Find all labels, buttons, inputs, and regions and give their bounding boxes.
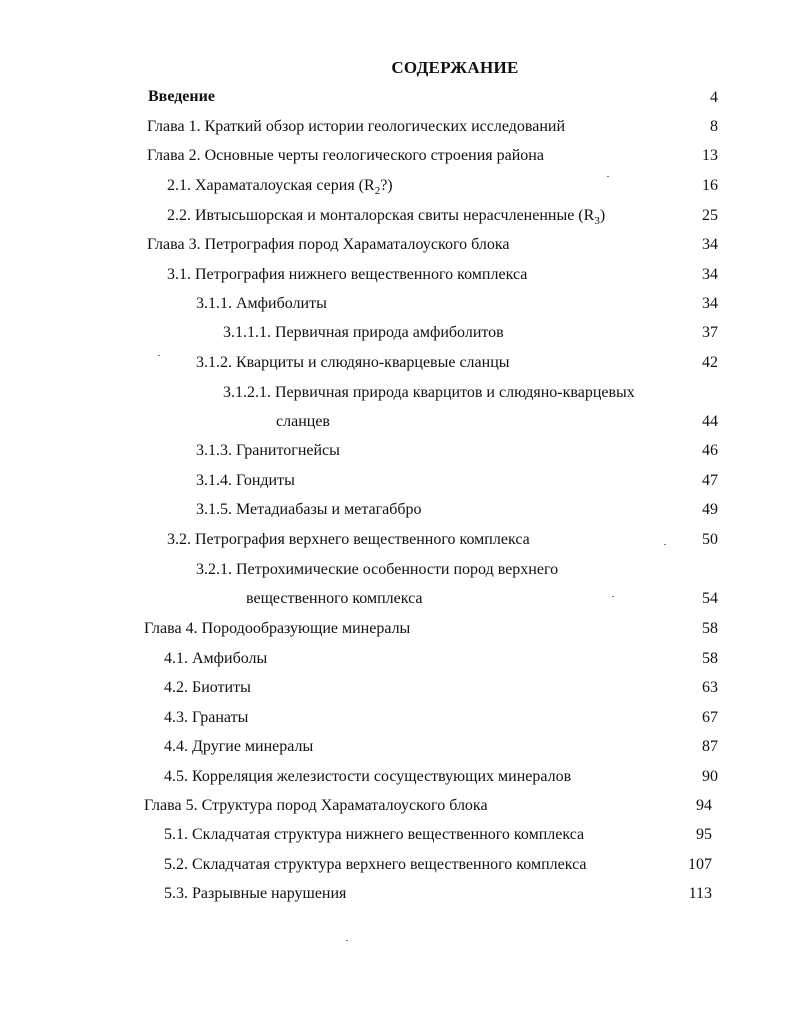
- toc-page-number: 47: [702, 472, 718, 489]
- toc-entry-chapter-3: Глава 3. Петрография пород Хараматалоуского блока: [147, 236, 510, 253]
- toc-entry-section-4-4: 4.4. Другие минералы: [164, 738, 314, 755]
- toc-entry-introduction: Введение: [148, 88, 215, 105]
- toc-entry-continuation: вещественного комплекса: [246, 590, 423, 607]
- toc-entry-section-5-2: 5.2. Складчатая структура верхнего вещественного комплекса: [164, 856, 587, 873]
- toc-entry-section-3-1-2-1: 3.1.2.1. Первичная природа кварцитов и слюдяно-кварцевых: [223, 384, 635, 401]
- toc-entry-section-2-1: 2.1. Хараматалоуская серия $(R_2?)$: [167, 177, 393, 198]
- toc-page-number: 67: [702, 709, 718, 726]
- toc-entry-section-3-1-5: 3.1.5. Метадиабазы и метагаббро: [196, 501, 422, 518]
- toc-page-number: 49: [702, 501, 718, 518]
- toc-page-number: 90: [702, 768, 718, 785]
- toc-entry-section-4-3: 4.3. Гранаты: [164, 709, 249, 726]
- toc-entry-section-5-1: 5.1. Складчатая структура нижнего вещественного комплекса: [164, 826, 585, 843]
- toc-page-number: 4: [710, 89, 718, 106]
- toc-entry-continuation: сланцев: [276, 413, 330, 430]
- toc-entry-chapter-5: Глава 5. Структура пород Хараматалоуского блока: [144, 797, 488, 814]
- toc-page-number: 37: [702, 324, 718, 341]
- toc-entry-section-3-1: 3.1. Петрография нижнего вещественного комплекса: [167, 266, 528, 283]
- toc-title: СОДЕРЖАНИЕ: [391, 58, 519, 77]
- toc-entry-section-3-1-3: 3.1.3. Гранитогнейсы: [196, 442, 340, 459]
- toc-entry-section-2-2: 2.2. Ивтысьшорская и монталорская свиты нерасчлененные $(R_3)$: [167, 207, 606, 228]
- toc-page-number: 16: [702, 177, 718, 194]
- toc-page-number: 25: [702, 207, 718, 224]
- toc-entry-chapter-1: Глава 1. Краткий обзор истории геологических исследований: [147, 118, 566, 135]
- toc-page-number: 44: [702, 413, 718, 430]
- toc-page-number: 95: [696, 826, 712, 843]
- scan-speck: [664, 544, 666, 545]
- scan-speck: [158, 355, 160, 356]
- toc-entry-section-3-1-1: 3.1.1. Амфиболиты: [196, 295, 327, 312]
- toc-entry-section-3-2-1: 3.2.1. Петрохимические особенности пород верхнего: [196, 561, 559, 578]
- toc-entry-section-4-1: 4.1. Амфиболы: [164, 650, 268, 667]
- toc-page-number: 13: [702, 147, 718, 164]
- toc-entry-section-3-1-1-1: 3.1.1.1. Первичная природа амфиболитов: [223, 324, 504, 341]
- toc-entry-section-3-1-2: 3.1.2. Кварциты и слюдяно-кварцевые сланцы: [196, 354, 510, 371]
- toc-page-number: 94: [696, 797, 712, 814]
- toc-page-number: 87: [702, 738, 718, 755]
- toc-page-number: 54: [702, 590, 718, 607]
- toc-page-number: 107: [688, 856, 712, 873]
- toc-page-number: 34: [702, 266, 718, 283]
- toc-entry-section-5-3: 5.3. Разрывные нарушения: [164, 885, 347, 902]
- toc-page-number: 46: [702, 442, 718, 459]
- toc-entry-chapter-2: Глава 2. Основные черты геологического строения района: [147, 147, 544, 164]
- toc-page-number: 58: [702, 620, 718, 637]
- toc-page-number: 113: [688, 885, 712, 902]
- toc-entry-chapter-4: Глава 4. Породообразующие минералы: [144, 620, 411, 637]
- toc-page-number: 8: [710, 118, 718, 135]
- scan-speck: [346, 940, 348, 941]
- toc-entry-section-3-2: 3.2. Петрография верхнего вещественного комплекса: [167, 531, 530, 548]
- toc-page-number: 34: [702, 236, 718, 253]
- toc-page-number: 58: [702, 650, 718, 667]
- scan-speck: [612, 596, 614, 597]
- toc-entry-section-3-1-4: 3.1.4. Гондиты: [196, 472, 295, 489]
- toc-entry-section-4-2: 4.2. Биотиты: [164, 679, 251, 696]
- toc-page-number: 42: [702, 354, 718, 371]
- toc-entry-section-4-5: 4.5. Корреляция железистости сосуществующих минералов: [164, 768, 572, 785]
- toc-page-number: 34: [702, 295, 718, 312]
- scan-speck: [607, 176, 609, 177]
- toc-page-number: 50: [702, 531, 718, 548]
- toc-page-number: 63: [702, 679, 718, 696]
